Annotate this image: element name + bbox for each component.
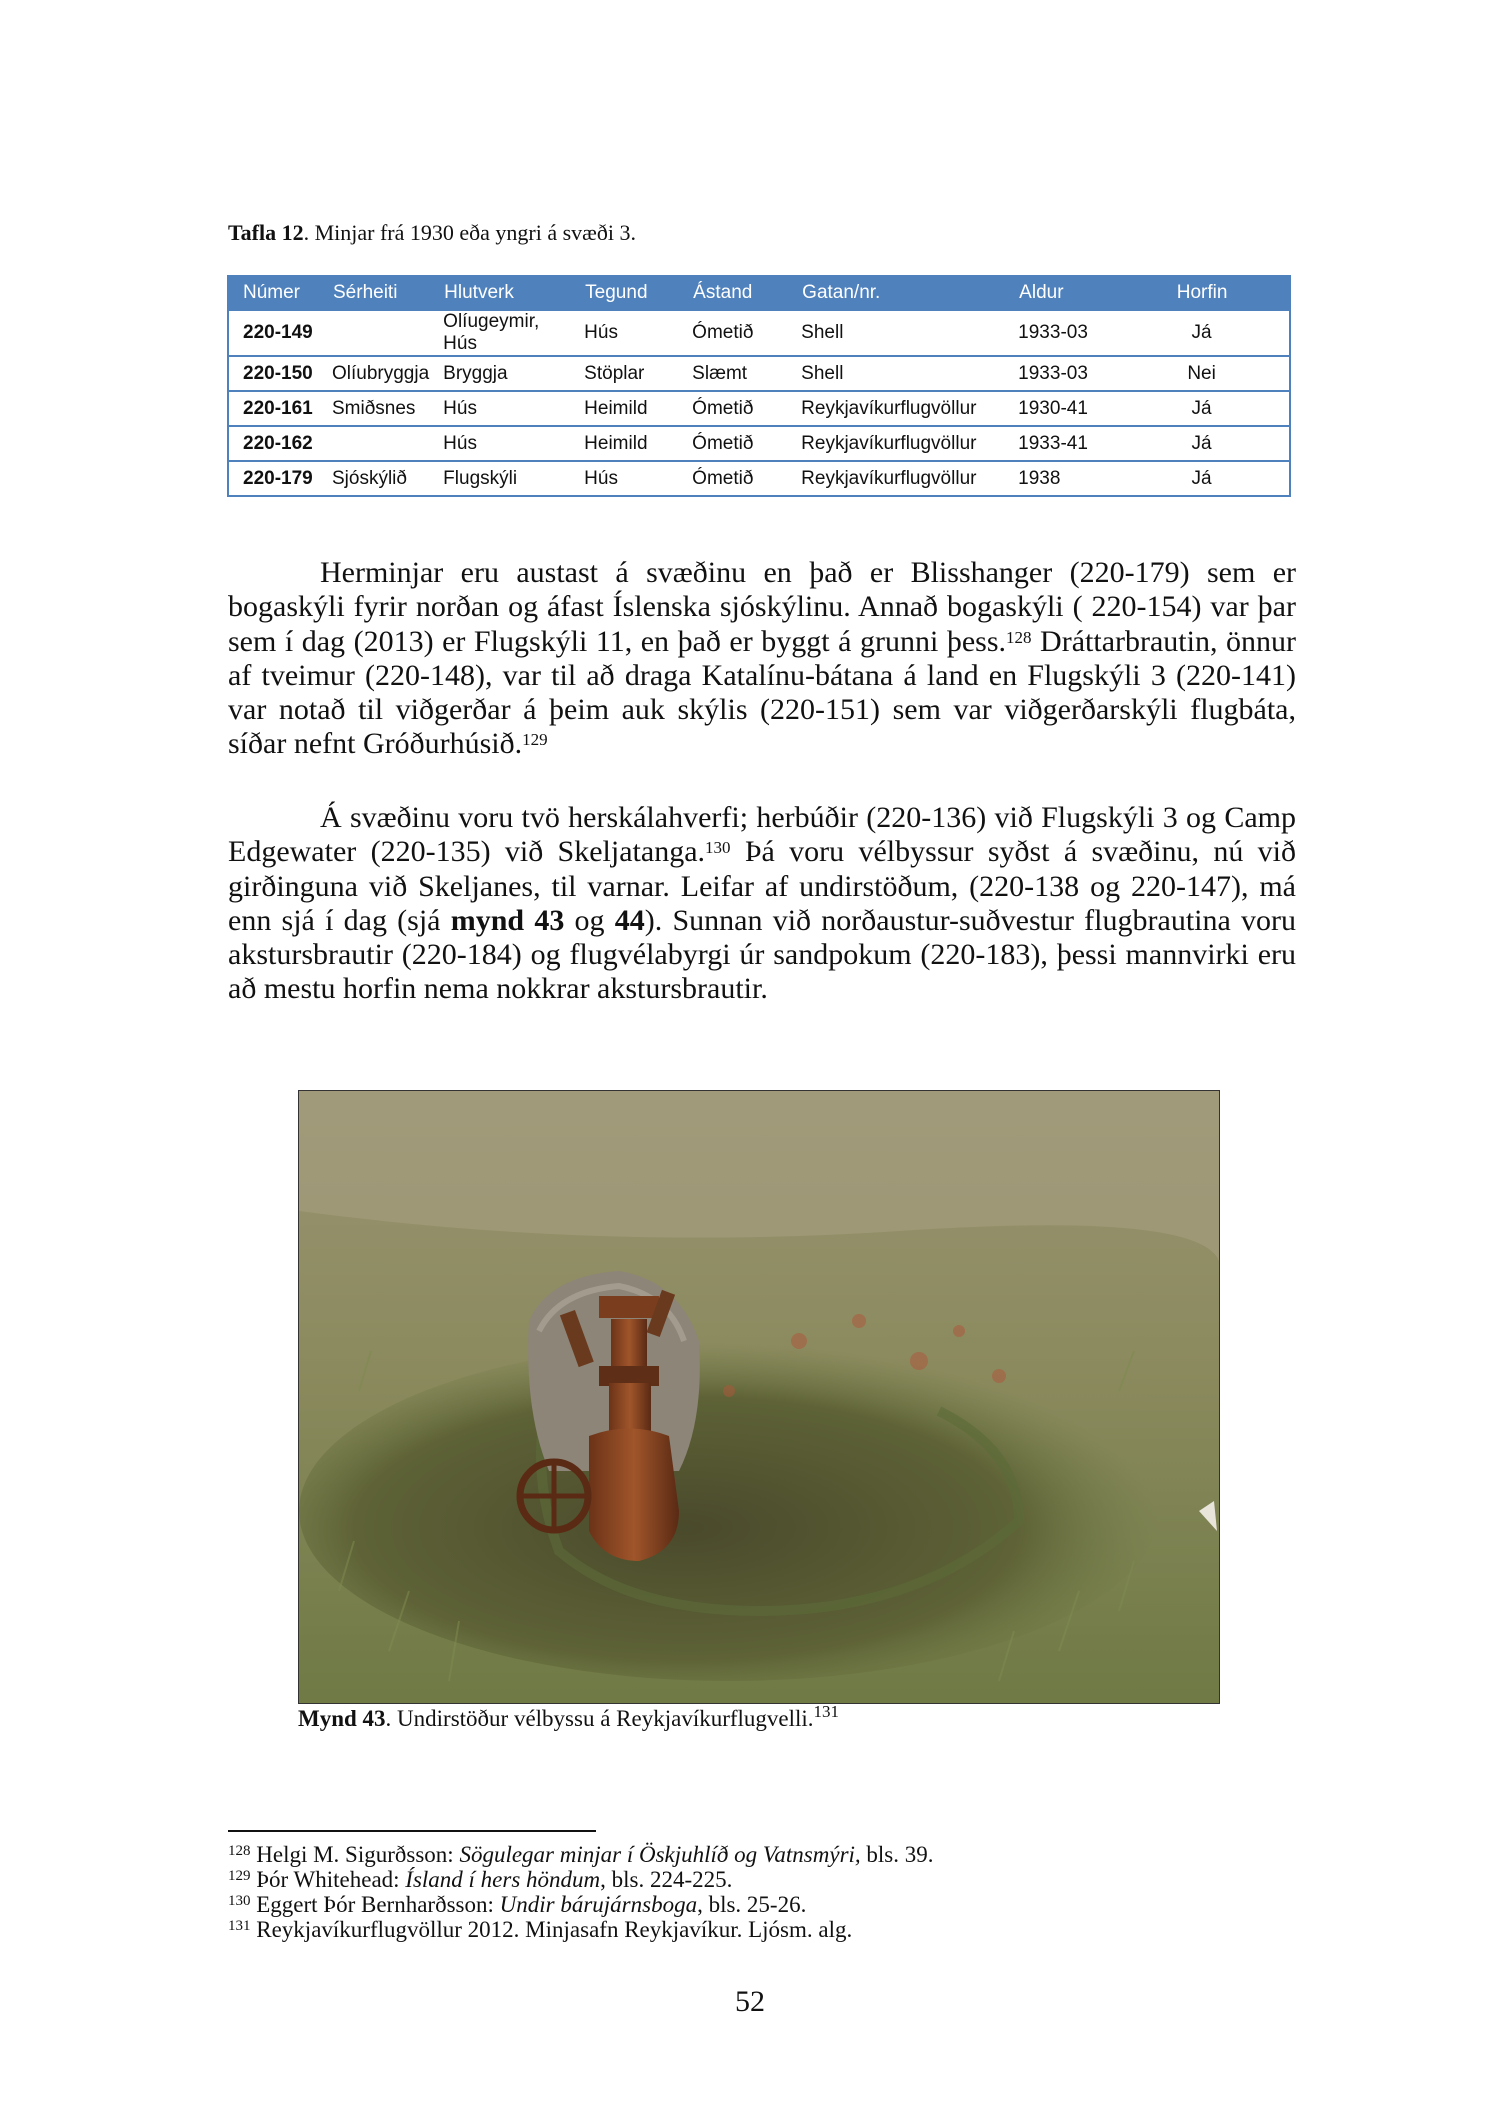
- machine-gun-base-photo: [299, 1091, 1219, 1703]
- cell-astand: Ómetið: [678, 461, 787, 496]
- cell-gatan: Shell: [787, 356, 1004, 391]
- cell-astand: Ómetið: [678, 310, 787, 356]
- cell-gatan: Reykjavíkurflugvöllur: [787, 461, 1004, 496]
- paragraph-2-text-b: Þá voru vélbyssur syðst á svæðinu, nú við girðinguna við Skeljanes, til varnar. Leifar af undirstöðum, (220-138 og 220-147), má enn sjá í dag (sjá: [228, 835, 1296, 937]
- cell-horfin: Já: [1114, 391, 1290, 426]
- header-astand: Ástand: [678, 276, 787, 310]
- footnote-ref-130: 130: [705, 838, 731, 858]
- footnote-title: Undir bárujárnsboga: [499, 1892, 698, 1917]
- cell-hlutverk: Hús: [429, 391, 570, 426]
- paragraph-1-text-b: Dráttarbrautin, önnur af tveimur (220-148), var til að draga Katalínu-bátana á land en Flugskýli 3 (220-141) var notað til viðgerðar á þeim auk skýlis (220-151) sem var viðgerðarskýli flugbáta, síðar nefnt Gróðurhúsið.: [228, 624, 1296, 761]
- footnote-ref-131: 131: [813, 1702, 840, 1721]
- paragraph-2-text-d: ). Sunnan við norðaustur-suðvestur flugbrautina voru akstursbrautir (220-184) og flugvélabyrgi úr sandpokum (220-183), þessi mannvirki eru að mestu horfin nema nokkrar akstursbrautir.: [228, 903, 1297, 1006]
- footnote-129: [228, 1867, 934, 1892]
- footnote-ref-128: 128: [1006, 627, 1032, 647]
- cell-aldur: 1933-41: [1004, 426, 1114, 461]
- footnote-130: [228, 1892, 934, 1917]
- header-numer: Númer: [228, 276, 318, 310]
- cell-serheiti: Sjóskýlið: [318, 461, 429, 496]
- cell-tegund: Hús: [570, 461, 678, 496]
- footnote-text: Helgi M. Sigurðsson:: [250, 1842, 460, 1867]
- table-row: [228, 391, 1290, 426]
- footnote-text: , bls. 224-225.: [600, 1867, 733, 1892]
- footnote-text: Þór Whitehead:: [250, 1867, 406, 1892]
- page-number: 52: [735, 1985, 765, 2018]
- footnote-text: bls. 39.: [860, 1842, 934, 1867]
- cell-gatan: Reykjavíkurflugvöllur: [787, 426, 1004, 461]
- footnotes: [228, 1842, 934, 1942]
- footnote-text: Eggert Þór Bernharðsson:: [250, 1892, 500, 1917]
- footnote-number: 131: [228, 1918, 251, 1934]
- paragraph-1-text-a: Herminjar eru austast á svæðinu en það er Blisshanger (220-179) sem er bogaskýli fyrir norðan og áfast Íslenska sjóskýlinu. Annað bogaskýli ( 220-154) var þar sem í dag (2013) er Flugskýli 11, en það er byggt á grunni þess.: [228, 556, 1296, 658]
- cell-hlutverk: Olíugeymir, Hús: [429, 310, 570, 356]
- paragraph-2-text-c: og: [564, 903, 615, 937]
- cell-gatan: Reykjavíkurflugvöllur: [787, 391, 1004, 426]
- cell-horfin: Nei: [1114, 356, 1290, 391]
- cell-tegund: Stöplar: [570, 356, 678, 391]
- cell-horfin: Já: [1114, 461, 1290, 496]
- header-hlutverk: Hlutverk: [429, 276, 570, 310]
- footnote-ref-129: 129: [522, 730, 548, 750]
- cell-numer: 220-149: [228, 310, 318, 356]
- footnote-131: [228, 1917, 934, 1942]
- header-tegund: Tegund: [570, 276, 678, 310]
- cell-numer: 220-150: [228, 356, 318, 391]
- figure-photo: [298, 1090, 1220, 1704]
- figure-caption-label: Mynd 43: [298, 1706, 386, 1731]
- cell-tegund: Heimild: [570, 426, 678, 461]
- header-gatan: Gatan/nr.: [787, 276, 1004, 310]
- paragraph-1: [228, 556, 1296, 762]
- cell-hlutverk: Hús: [429, 426, 570, 461]
- cell-numer: 220-162: [228, 426, 318, 461]
- footnote-number: 128: [228, 1843, 251, 1859]
- cell-aldur: 1938: [1004, 461, 1114, 496]
- cell-aldur: 1930-41: [1004, 391, 1114, 426]
- cell-serheiti: Olíubryggja: [318, 356, 429, 391]
- footnote-text: , bls. 25-26.: [697, 1892, 807, 1917]
- figure-caption: [298, 1702, 840, 1732]
- header-serheiti: Sérheiti: [318, 276, 429, 310]
- header-horfin: Horfin: [1114, 276, 1290, 310]
- cell-numer: 220-161: [228, 391, 318, 426]
- cell-serheiti: [318, 426, 429, 461]
- table-header-row: [228, 276, 1290, 310]
- cell-astand: Ómetið: [678, 426, 787, 461]
- cell-gatan: Shell: [787, 310, 1004, 356]
- cell-tegund: Heimild: [570, 391, 678, 426]
- cell-hlutverk: Bryggja: [429, 356, 570, 391]
- footnote-divider: [228, 1830, 596, 1832]
- cell-aldur: 1933-03: [1004, 310, 1114, 356]
- footnote-text: Reykjavíkurflugvöllur 2012. Minjasafn Reykjavíkur. Ljósm. alg.: [250, 1917, 853, 1942]
- table-caption: [228, 220, 636, 246]
- figure-caption-text: . Undirstöður vélbyssu á Reykjavíkurflugvelli.: [385, 1706, 814, 1731]
- footnote-title: Sögulegar minjar í Öskjuhlíð og Vatnsmýri,: [459, 1842, 861, 1867]
- footnote-title: Ísland í hers höndum: [405, 1867, 601, 1892]
- cell-astand: Ómetið: [678, 391, 787, 426]
- table-caption-label: Tafla 12: [228, 220, 304, 245]
- paragraph-2-text-a: Á svæðinu voru tvö herskálahverfi; herbúðir (220-136) við Flugskýli 3 og Camp Edgewater (220-135) við Skeljatanga.: [228, 801, 1296, 869]
- figure-ref-44: 44: [614, 903, 645, 937]
- table-caption-text: . Minjar frá 1930 eða yngri á svæði 3.: [303, 220, 636, 245]
- cell-tegund: Hús: [570, 310, 678, 356]
- cell-horfin: Já: [1114, 426, 1290, 461]
- table-row: [228, 356, 1290, 391]
- footnote-number: 129: [228, 1868, 251, 1884]
- cell-serheiti: [318, 310, 429, 356]
- table-row: [228, 426, 1290, 461]
- figure-ref-43: mynd 43: [450, 903, 565, 937]
- cell-numer: 220-179: [228, 461, 318, 496]
- paragraph-2: [228, 801, 1296, 1007]
- cell-astand: Slæmt: [678, 356, 787, 391]
- monuments-table: [227, 275, 1291, 497]
- cell-aldur: 1933-03: [1004, 356, 1114, 391]
- table-row: [228, 461, 1290, 496]
- cell-horfin: Já: [1114, 310, 1290, 356]
- cell-serheiti: Smiðsnes: [318, 391, 429, 426]
- cell-hlutverk: Flugskýli: [429, 461, 570, 496]
- header-aldur: Aldur: [1004, 276, 1114, 310]
- table-row: [228, 310, 1290, 356]
- footnote-number: 130: [228, 1893, 251, 1909]
- footnote-128: [228, 1842, 934, 1867]
